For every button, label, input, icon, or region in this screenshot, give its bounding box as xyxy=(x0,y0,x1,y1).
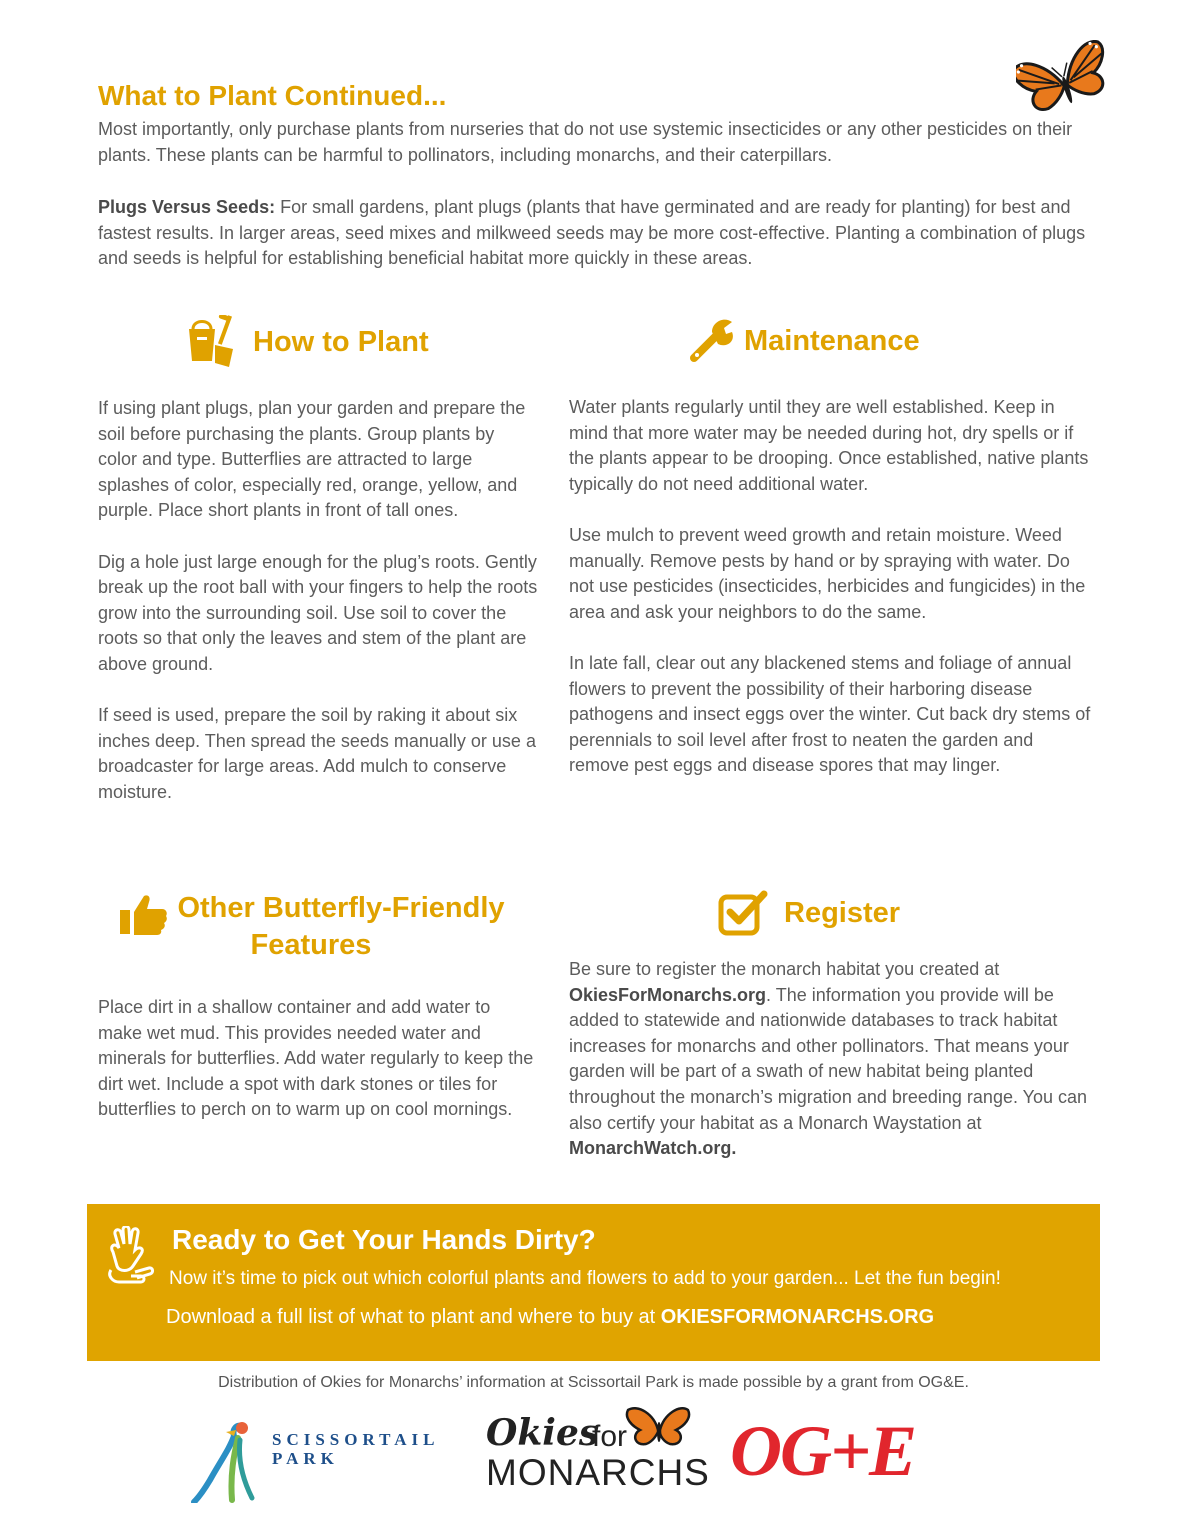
banner-download-line xyxy=(166,1306,934,1329)
how-to-plant-title: How to Plant xyxy=(253,325,429,358)
register-paragraph xyxy=(569,957,1091,1162)
call-to-action-banner xyxy=(87,1204,1100,1361)
plugs-paragraph xyxy=(98,195,1088,272)
page-title: What to Plant Continued... xyxy=(98,80,447,111)
okies-monarchs-text: MONARCHS xyxy=(486,1452,710,1493)
how-to-plant-paragraph: Dig a hole just large enough for the plug’s roots. Gently break up the root ball with your fingers to help the roots grow into the surrounding soil. Use soil to cover the roots so that only the leaves and stem of the plant are above ground. xyxy=(98,551,538,674)
okies-for-monarchs-logo xyxy=(484,1404,710,1499)
oge-logo xyxy=(730,1411,970,1491)
hands-icon xyxy=(105,1226,155,1286)
checkbox-icon xyxy=(718,890,770,936)
maintenance-body xyxy=(569,395,1091,805)
okies-for-text: for xyxy=(592,1420,628,1453)
okiesformonarchs-link[interactable]: OkiesForMonarchs.org xyxy=(569,984,767,1005)
wrench-icon xyxy=(690,318,736,364)
scissortail-name: SCISSORTAIL xyxy=(272,1430,440,1449)
other-features-paragraph: Place dirt in a shallow container and add water to make wet mud. This provides needed water and minerals for butterflies. Add water regularly to keep the dirt wet. Include a spot with dark stones or tiles for butterflies to perch on to warm up on cool mornings. xyxy=(98,997,534,1120)
other-features-title-line2: Features xyxy=(250,929,372,961)
how-to-plant-paragraph: If seed is used, prepare the soil by raking it about six inches deep. Then spread the seeds manually or use a broadcaster for large areas. Add mulch to conserve moisture. xyxy=(98,705,536,802)
monarchwatch-link[interactable]: MonarchWatch.org. xyxy=(569,1138,737,1159)
other-features-body xyxy=(98,995,538,1123)
banner-download-text: Download a full list of what to plant and where to buy at xyxy=(166,1306,661,1328)
banner-title: Ready to Get Your Hands Dirty? xyxy=(172,1224,596,1255)
maintenance-paragraph: Use mulch to prevent weed growth and retain moisture. Weed manually. Remove pests by hand or by spraying with water. Do not use pesticides (insecticides, herbicides and fungicides) in the area and ask your neighbors to do the same. xyxy=(569,524,1086,622)
register-heading xyxy=(718,890,900,936)
other-features-title-line1: Other Butterfly-Friendly xyxy=(177,892,505,924)
intro-paragraph: Most importantly, only purchase plants from nurseries that do not use systemic insecticides or any other pesticides on their plants. These plants can be harmful to pollinators, including monarchs, and their caterpillars. xyxy=(98,119,1073,165)
other-features-heading xyxy=(120,890,506,964)
okies-script-text: Okies xyxy=(486,1412,600,1454)
plugs-label: Plugs Versus Seeds: xyxy=(98,197,276,217)
register-text: . The information you provide will be added to statewide and nationwide databases to track habitat increases for monarchs and other pollinators. That means your garden will be part of a swath of new habitat being planted throughout the monarch’s migration and breeding range. You can also certify your habitat as a Monarch Waystation at xyxy=(569,984,1088,1133)
maintenance-paragraph: In late fall, clear out any blackened stems and foliage of annual flowers to prevent the possibility of their harboring disease pathogens and insect eggs over the winter. Cut back dry stems of perennials to soil level after frost to neaten the garden and remove pest eggs and disease spores that may linger. xyxy=(569,652,1091,776)
bucket-shovel-icon xyxy=(185,315,241,369)
how-to-plant-heading xyxy=(185,315,429,369)
plugs-text: For small gardens, plant plugs (plants that have germinated and are ready for planting) for best and fastest results. In larger areas, seed mixes and milkweed seeds may be more cost-effective. Planting a combination of plugs and seeds is helpful for establishing beneficial habitat more quickly in these areas. xyxy=(98,197,1086,269)
register-title: Register xyxy=(784,896,901,929)
maintenance-title: Maintenance xyxy=(744,324,920,357)
scissortail-park-logo xyxy=(190,1418,460,1503)
maintenance-heading xyxy=(690,318,920,364)
scissortail-bird-icon xyxy=(190,1418,265,1503)
maintenance-paragraph: Water plants regularly until they are well established. Keep in mind that more water may be needed during hot, dry spells or if the plants appear to be drooping. Once established, native plants typically do not need additional water. xyxy=(569,397,1089,494)
register-body xyxy=(569,957,1091,1162)
how-to-plant-body xyxy=(98,396,538,831)
grant-credit-note: Distribution of Okies for Monarchs’ information at Scissortail Park is made possible by a grant from OG&E. xyxy=(218,1374,969,1391)
logo-butterfly-icon xyxy=(624,1404,692,1454)
oge-logo-text: OG+E xyxy=(730,1411,916,1491)
park-name: PARK xyxy=(272,1449,339,1468)
banner-subtitle: Now it’s time to pick out which colorful plants and flowers to add to your garden... Let the fun begin! xyxy=(169,1268,1001,1289)
how-to-plant-paragraph: If using plant plugs, plan your garden and prepare the soil before purchasing the plants. Group plants by color and type. Butterflies are attracted to large splashes of color, especially red, orange, yellow, and purple. Place short plants in front of tall ones. xyxy=(98,398,526,521)
register-text: Be sure to register the monarch habitat you created at xyxy=(569,959,1000,979)
banner-download-link[interactable]: OKIESFORMONARCHS.ORG xyxy=(660,1306,935,1328)
